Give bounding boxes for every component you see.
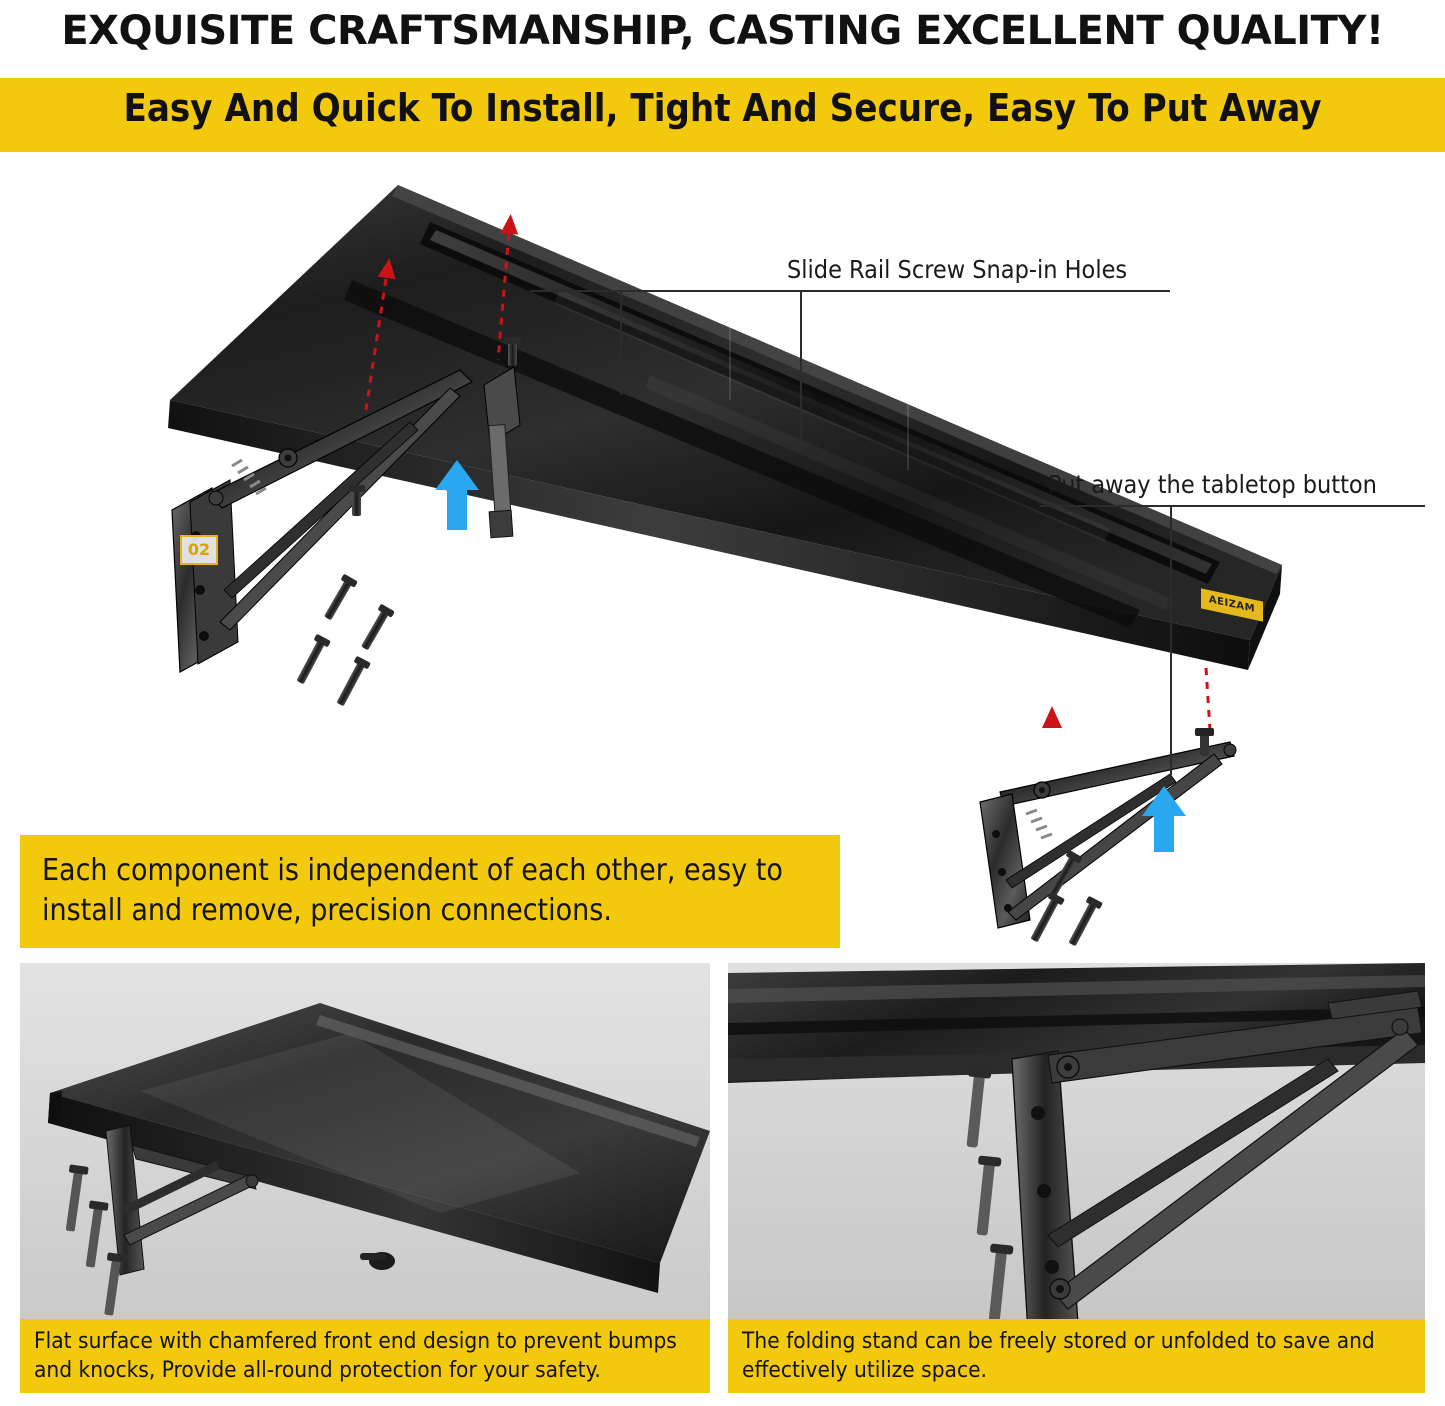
right-arrow-group: [1010, 660, 1310, 780]
flat-surface-panel: [20, 963, 710, 1393]
flat-surface-caption: [20, 1319, 710, 1393]
info-box-text: Each component is independent of each other, easy to install and remove, precision connections.: [42, 853, 783, 928]
callout-slide-rail-label: Slide Rail Screw Snap-in Holes: [787, 255, 1128, 284]
callout-putaway-button-label: Put away the tabletop button: [1048, 470, 1377, 499]
tabletop-illustration: [130, 170, 1310, 690]
callout-1-leader-drop-b: [800, 290, 802, 440]
info-box-components: [20, 835, 840, 948]
callout-1-leader-horizontal: [530, 290, 1170, 292]
page-subtitle: Easy And Quick To Install, Tight And Secure, Easy To Put Away: [123, 86, 1322, 130]
folding-stand-photo: [728, 963, 1425, 1343]
callout-2-leader-horizontal: [1040, 505, 1425, 507]
folding-stand-panel: [728, 963, 1425, 1393]
folding-stand-caption: [728, 1319, 1425, 1393]
callout-1-leader-drop-a: [620, 290, 622, 395]
page-title: EXQUISITE CRAFTSMANSHIP, CASTING EXCELLENT QUALITY!: [61, 8, 1384, 54]
brand-logo-chip: AEIZAM: [1201, 588, 1263, 621]
flat-surface-caption-text: Flat surface with chamfered front end design to prevent bumps and knocks, Provide all-round protection for your safety.: [34, 1328, 677, 1383]
hero-diagram: [0, 160, 1445, 960]
folding-stand-caption-text: The folding stand can be freely stored or unfolded to save and effectively utilize space.: [742, 1328, 1375, 1383]
header-banner: [0, 0, 1445, 160]
step-badge: 02: [180, 535, 218, 565]
flat-surface-photo: [20, 963, 710, 1343]
callout-2-leader-drop: [1170, 505, 1172, 775]
